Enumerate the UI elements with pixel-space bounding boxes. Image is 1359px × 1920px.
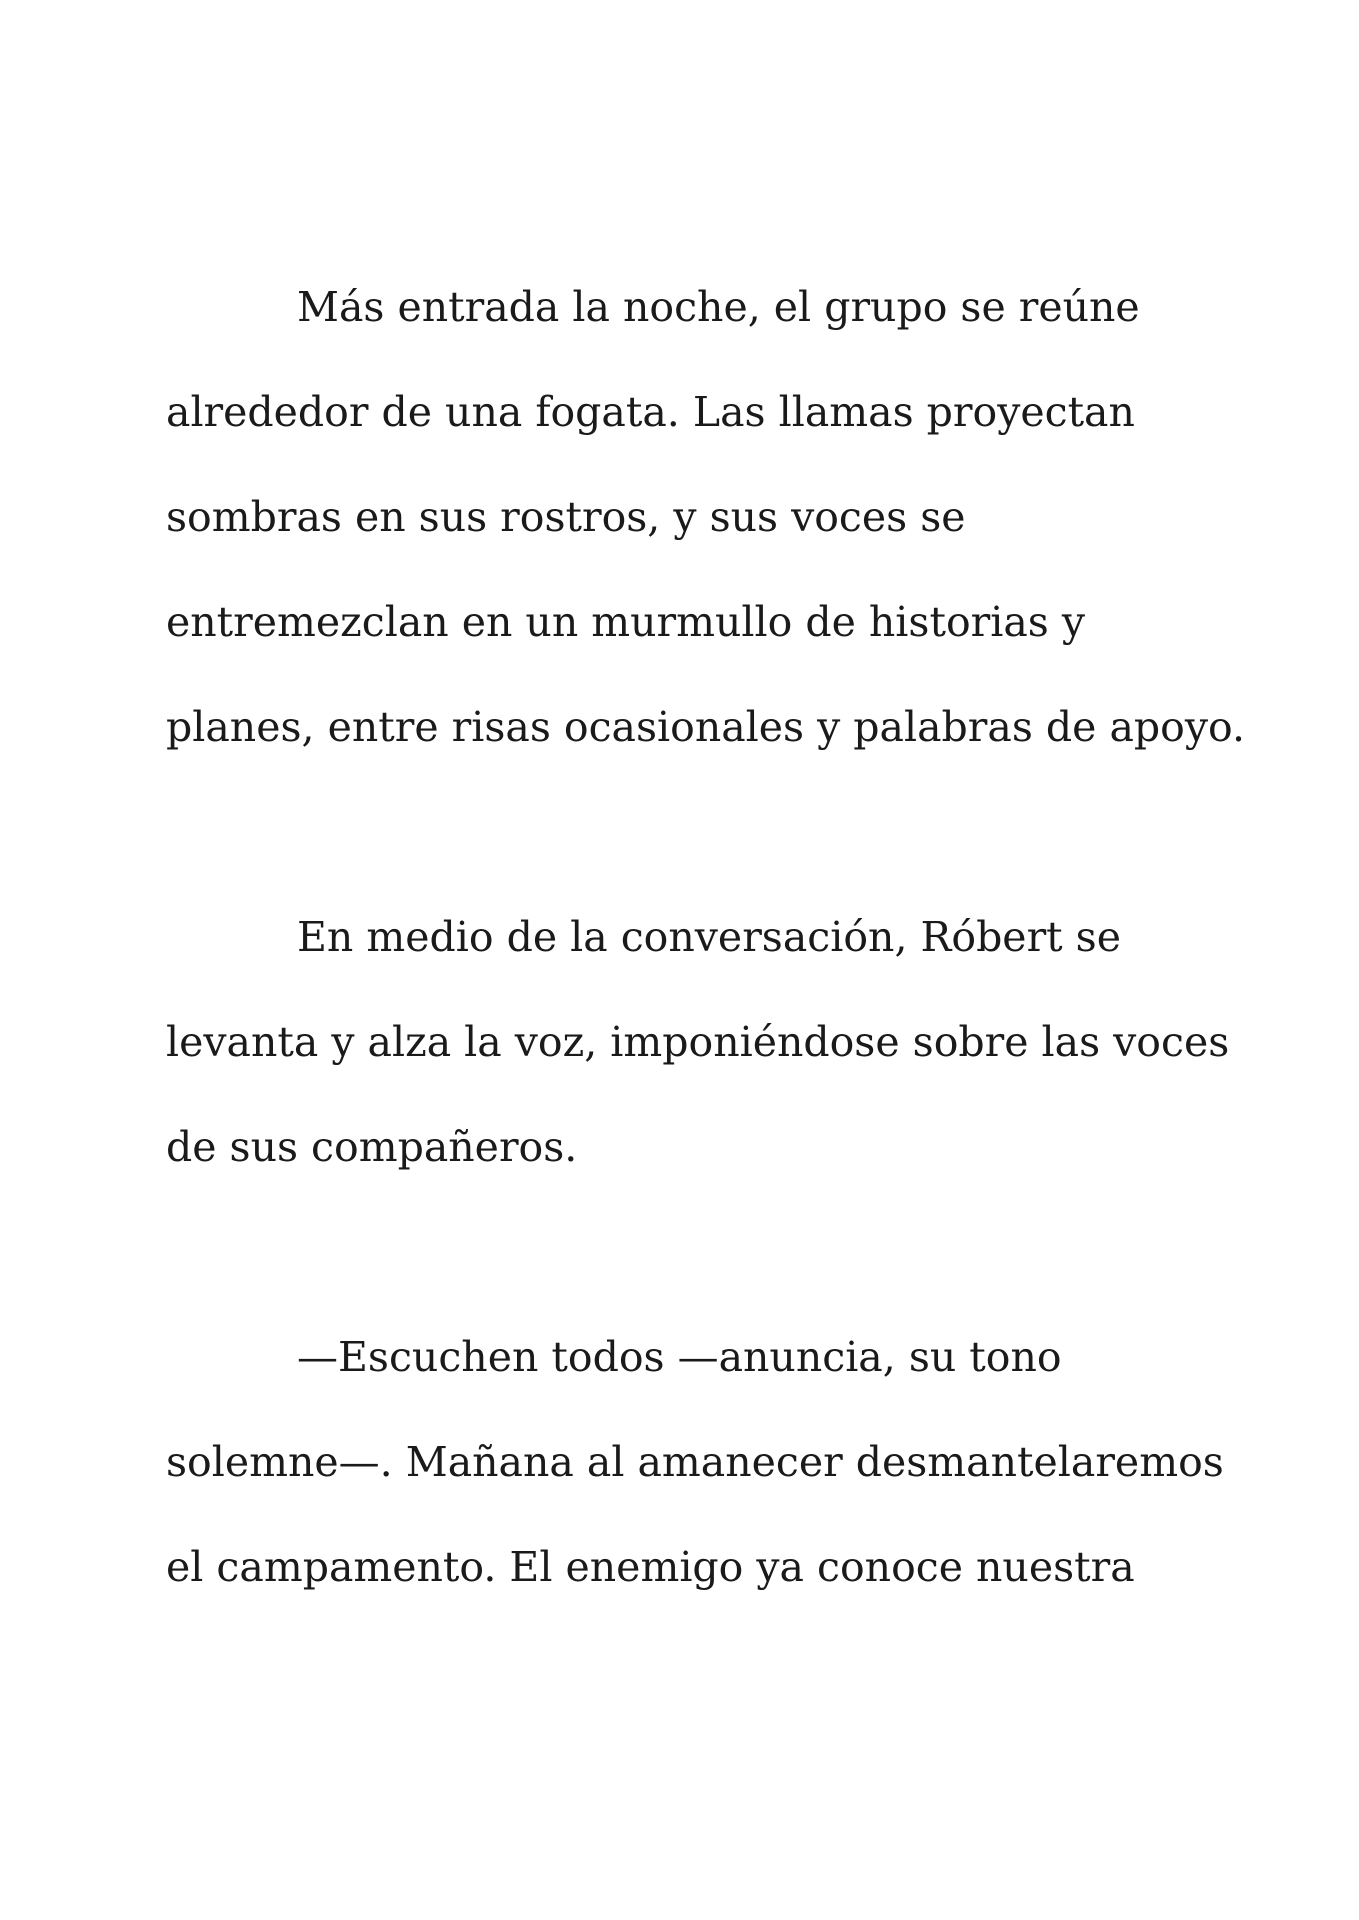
body-text <box>166 262 1245 1627</box>
text-line: planes, entre risas ocasionales y palabras de apoyo. <box>166 703 1245 751</box>
paragraph-1 <box>166 262 1245 787</box>
paragraph-spacer <box>166 1207 1226 1312</box>
text-line: En medio de la conversación, Róbert se <box>297 913 1121 961</box>
text-line: sombras en sus rostros, y sus voces se <box>166 493 966 541</box>
paragraph-spacer <box>166 787 1226 892</box>
text-line: el campamento. El enemigo ya conoce nuestra <box>166 1543 1135 1591</box>
text-line: entremezclan en un murmullo de historias y <box>166 598 1086 646</box>
paragraph-2 <box>166 892 1230 1207</box>
text-line: de sus compañeros. <box>166 1123 578 1171</box>
text-line: —Escuchen todos —anuncia, su tono <box>297 1333 1062 1381</box>
text-line: Más entrada la noche, el grupo se reúne <box>297 283 1140 331</box>
text-line: solemne—. Mañana al amanecer desmantelaremos <box>166 1438 1224 1486</box>
paragraph-3 <box>166 1312 1226 1627</box>
text-line: alrededor de una fogata. Las llamas proyectan <box>166 388 1135 436</box>
text-line: levanta y alza la voz, imponiéndose sobre las voces <box>166 1018 1230 1066</box>
